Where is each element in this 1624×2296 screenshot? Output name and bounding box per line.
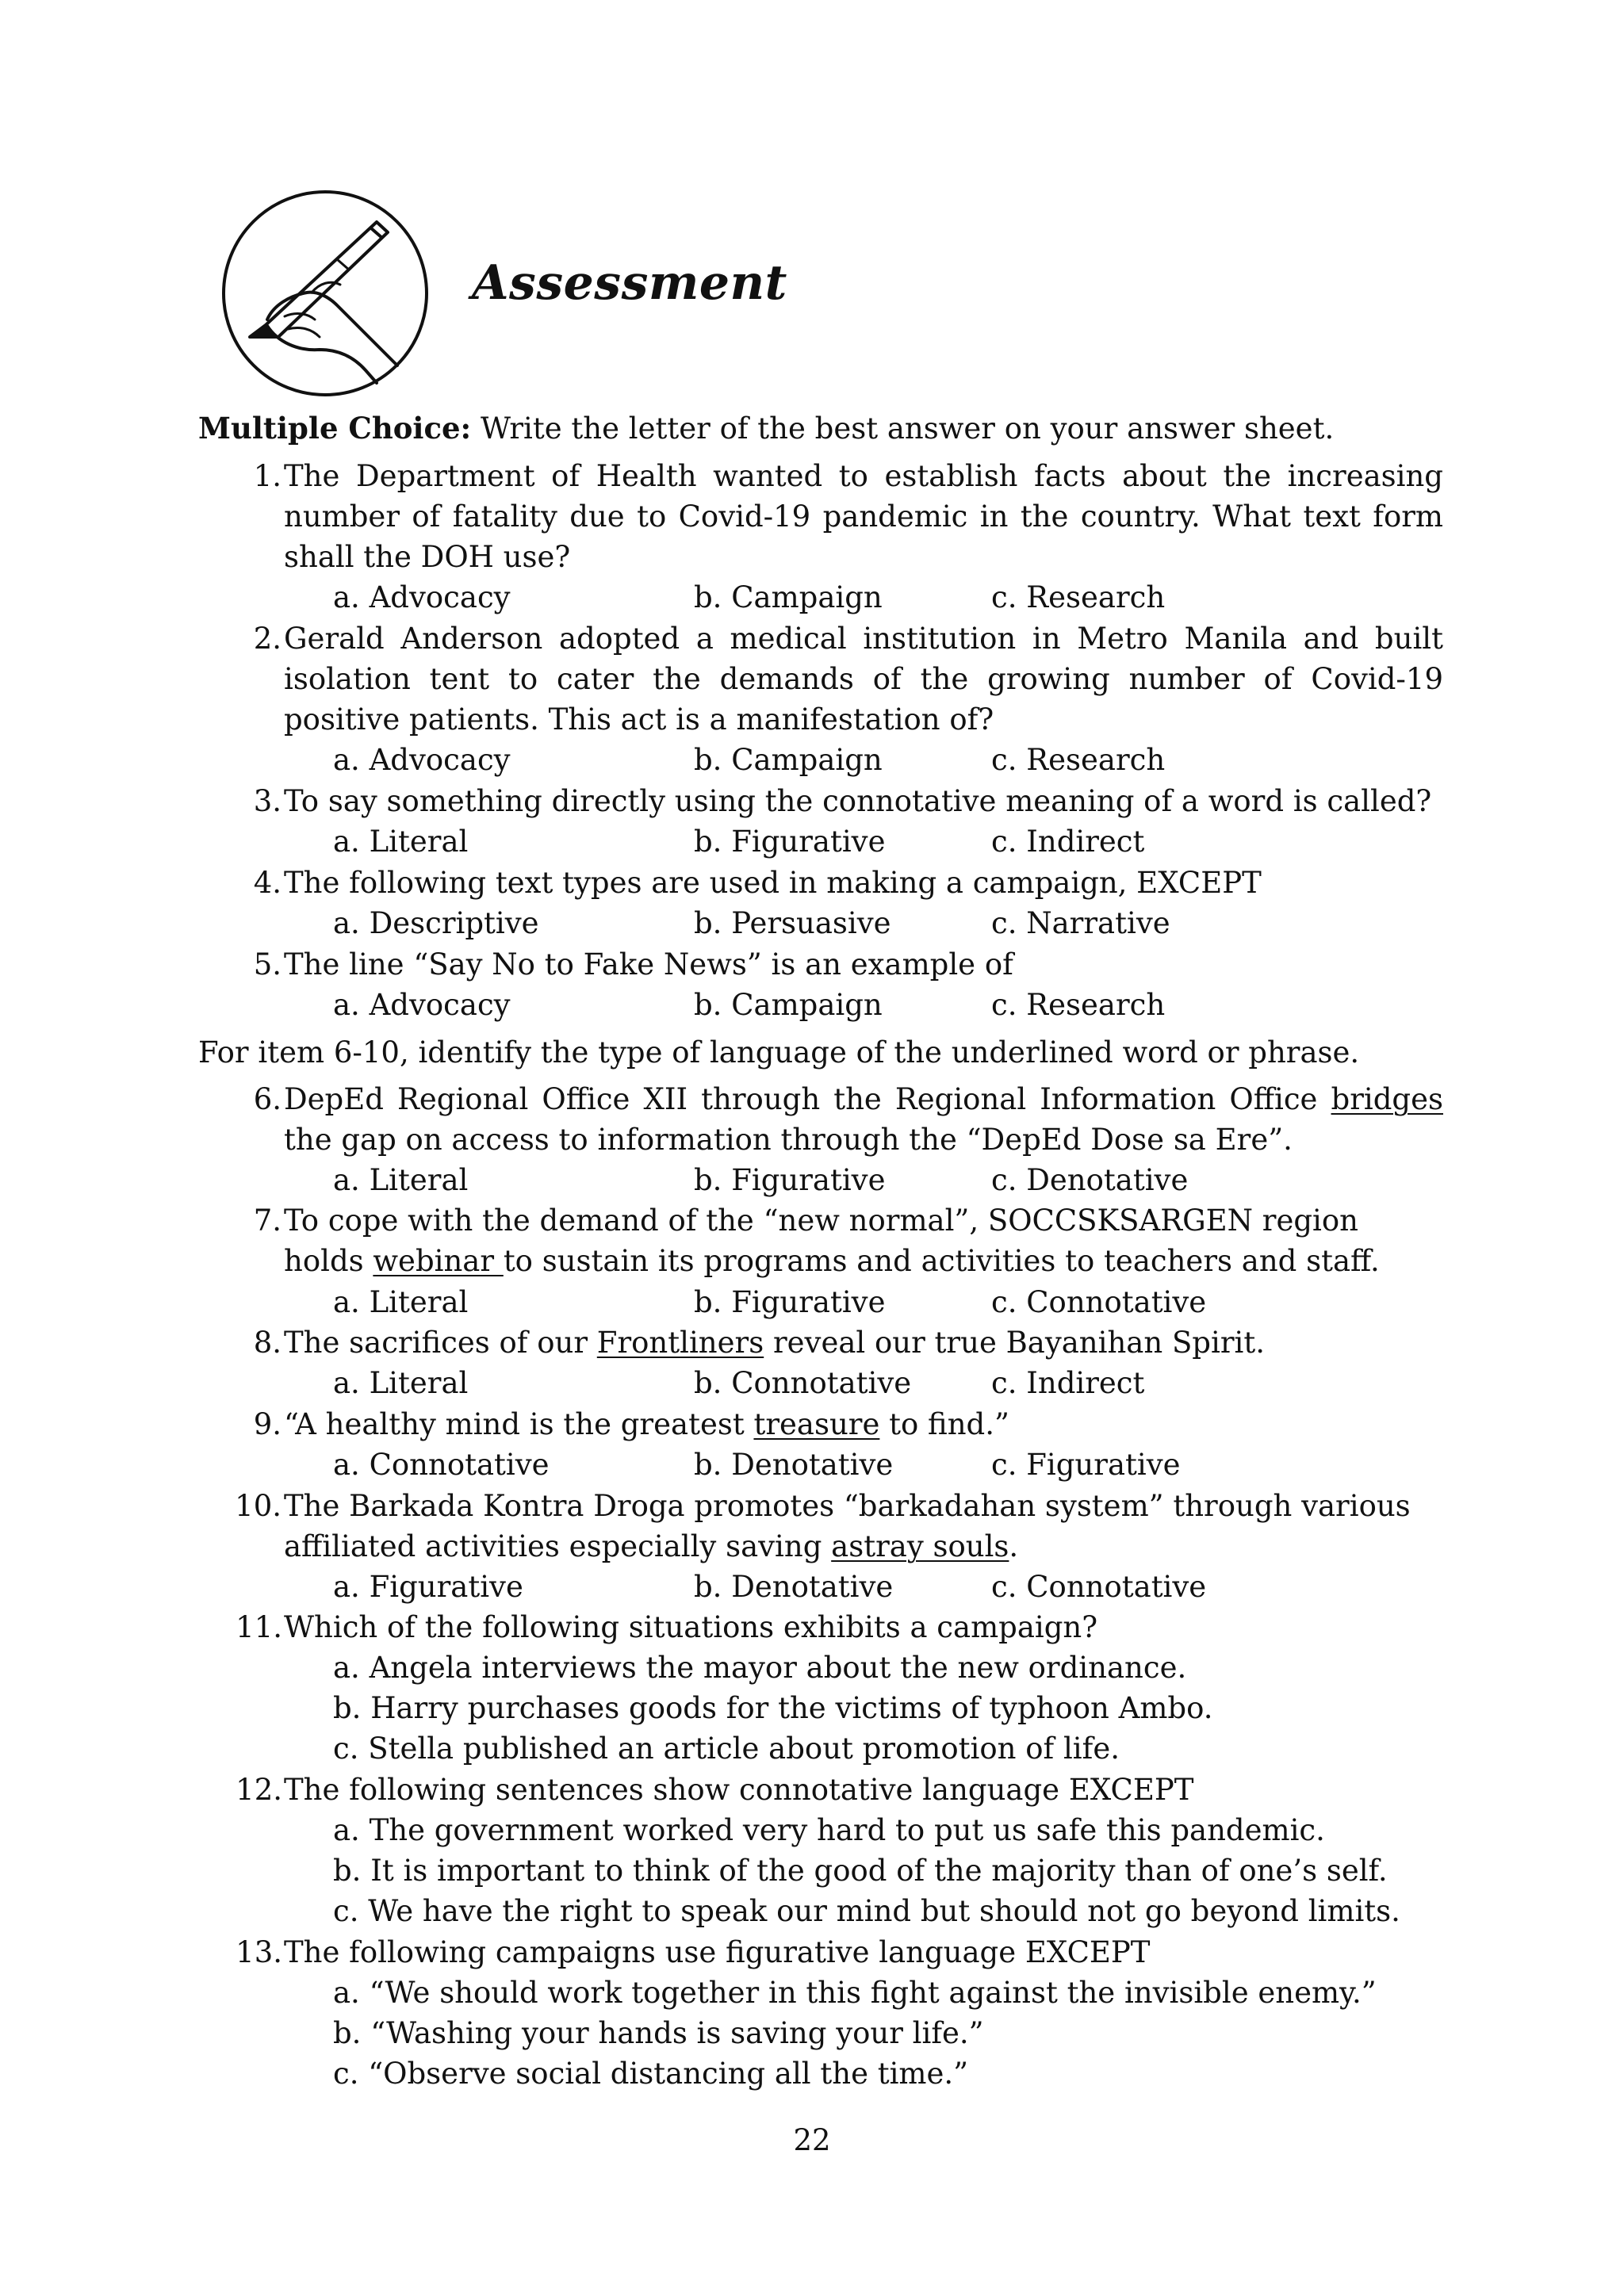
option-c: c. Narrative bbox=[991, 906, 1170, 940]
option-c: c. Research bbox=[991, 988, 1166, 1022]
option-b: b. “Washing your hands is saving your life.” bbox=[333, 2016, 984, 2050]
underlined-phrase: Frontliners bbox=[596, 1326, 764, 1360]
option-b: b. Harry purchases goods for the victims of typhoon Ambo. bbox=[333, 1691, 1213, 1725]
question-number: 11. bbox=[236, 1610, 282, 1644]
question-8 bbox=[198, 1322, 1443, 1363]
stem-text: “A healthy mind is the greatest bbox=[284, 1407, 754, 1441]
option-b: b. Connotative bbox=[694, 1366, 912, 1400]
page-title: Assessment bbox=[472, 255, 787, 311]
question-number: 6. bbox=[253, 1082, 282, 1116]
option-b: b. Campaign bbox=[694, 743, 883, 777]
question-stem: To say something directly using the connotative meaning of a word is called? bbox=[284, 784, 1432, 818]
question-number: 9. bbox=[253, 1407, 282, 1441]
question-number: 5. bbox=[253, 947, 282, 982]
question-10 bbox=[198, 1486, 1443, 1567]
option-b: b. Figurative bbox=[694, 825, 886, 859]
option-b: b. Figurative bbox=[694, 1285, 886, 1319]
question-13 bbox=[198, 1932, 1443, 1973]
stem-text: to find.” bbox=[879, 1407, 1009, 1441]
question-1 bbox=[198, 456, 1443, 577]
underlined-phrase: astray souls bbox=[831, 1529, 1009, 1563]
option-a: a. Literal bbox=[333, 1163, 469, 1197]
question-stem: The following sentences show connotative language EXCEPT bbox=[284, 1773, 1194, 1807]
question-stem: The following campaigns use figurative language EXCEPT bbox=[284, 1935, 1151, 1969]
instructions bbox=[198, 408, 1334, 449]
stem-text: DepEd Regional Office XII through the Regional Information Office bbox=[284, 1082, 1331, 1116]
stem-text: . bbox=[1009, 1529, 1019, 1563]
underlined-phrase: bridges bbox=[1331, 1082, 1443, 1116]
question-11-options bbox=[333, 1647, 1213, 1769]
option-a: a. Literal bbox=[333, 1285, 469, 1319]
question-11 bbox=[198, 1607, 1443, 1647]
option-c: c. “Observe social distancing all the time.” bbox=[333, 2057, 969, 2091]
question-number: 1. bbox=[253, 459, 282, 493]
option-a: a. Figurative bbox=[333, 1570, 523, 1604]
option-b: b. Campaign bbox=[694, 580, 883, 614]
stem-text: to sustain its programs and activities to teachers and staff. bbox=[503, 1244, 1380, 1278]
option-a: a. Advocacy bbox=[333, 743, 511, 777]
option-b: b. Figurative bbox=[694, 1163, 886, 1197]
option-a: a. Angela interviews the mayor about the new ordinance. bbox=[333, 1651, 1187, 1685]
option-c: c. Indirect bbox=[991, 1366, 1145, 1400]
option-a: a. Connotative bbox=[333, 1448, 550, 1482]
question-stem: The Department of Health wanted to establish facts about the increasing number of fatality due to Covid-19 pandemic in the country. What text form shall the DOH use? bbox=[284, 459, 1443, 574]
option-a: a. “We should work together in this fight against the invisible enemy.” bbox=[333, 1976, 1377, 2010]
question-13-options bbox=[333, 1973, 1377, 2094]
question-number: 13. bbox=[236, 1935, 282, 1969]
stem-text: reveal our true Bayanihan Spirit. bbox=[764, 1326, 1265, 1360]
option-c: c. Stella published an article about promotion of life. bbox=[333, 1732, 1120, 1766]
option-a: a. Literal bbox=[333, 1366, 469, 1400]
pencil-hand-icon bbox=[218, 186, 432, 400]
question-12-options bbox=[333, 1810, 1400, 1931]
question-number: 12. bbox=[236, 1773, 282, 1807]
option-b: b. It is important to think of the good of the majority than of one’s self. bbox=[333, 1854, 1388, 1888]
question-stem bbox=[284, 1486, 1443, 1567]
question-4 bbox=[198, 863, 1443, 903]
option-a: a. Advocacy bbox=[333, 580, 511, 614]
question-stem bbox=[284, 1322, 1443, 1363]
stem-text: To cope with the demand of the “new normal”, SOCCSKSARGEN region holds bbox=[284, 1203, 1358, 1278]
option-b: b. Persuasive bbox=[694, 906, 891, 940]
question-7 bbox=[198, 1200, 1443, 1281]
option-b: b. Campaign bbox=[694, 988, 883, 1022]
question-3 bbox=[198, 781, 1443, 821]
stem-text: the gap on access to information through the “DepEd Dose sa Ere”. bbox=[284, 1123, 1293, 1157]
option-c: c. Research bbox=[991, 743, 1166, 777]
option-c: c. Indirect bbox=[991, 825, 1145, 859]
option-c: c. Denotative bbox=[991, 1163, 1189, 1197]
question-2 bbox=[198, 618, 1443, 740]
underlined-phrase: webinar bbox=[373, 1244, 504, 1278]
option-c: c. Research bbox=[991, 580, 1166, 614]
question-9 bbox=[198, 1404, 1443, 1445]
instructions-text: Write the letter of the best answer on your answer sheet. bbox=[471, 411, 1335, 446]
question-number: 7. bbox=[253, 1203, 282, 1238]
option-c: c. We have the right to speak our mind but should not go beyond limits. bbox=[333, 1894, 1400, 1928]
question-number: 2. bbox=[253, 622, 282, 656]
option-a: a. The government worked very hard to put us safe this pandemic. bbox=[333, 1813, 1325, 1847]
stem-text: The Barkada Kontra Droga promotes “barkadahan system” through various affiliated activities especially saving bbox=[284, 1489, 1411, 1563]
option-b: b. Denotative bbox=[694, 1570, 894, 1604]
option-a: a. Advocacy bbox=[333, 988, 511, 1022]
option-a: a. Literal bbox=[333, 825, 469, 859]
question-stem: Gerald Anderson adopted a medical institution in Metro Manila and built isolation tent to cater the demands of the growing number of Covid-19 positive patients. This act is a manifestation of? bbox=[284, 622, 1443, 737]
question-6 bbox=[198, 1079, 1443, 1160]
question-stem bbox=[284, 1404, 1443, 1445]
option-c: c. Figurative bbox=[991, 1448, 1181, 1482]
question-stem bbox=[284, 1200, 1443, 1281]
question-number: 8. bbox=[253, 1326, 282, 1360]
option-b: b. Denotative bbox=[694, 1448, 894, 1482]
question-stem: The line “Say No to Fake News” is an example of bbox=[284, 947, 1013, 982]
question-stem: Which of the following situations exhibits a campaign? bbox=[284, 1610, 1098, 1644]
section-instruction: For item 6-10, identify the type of language of the underlined word or phrase. bbox=[198, 1035, 1360, 1070]
question-number: 4. bbox=[253, 866, 282, 900]
option-c: c. Connotative bbox=[991, 1570, 1207, 1604]
option-a: a. Descriptive bbox=[333, 906, 539, 940]
question-stem bbox=[284, 1079, 1443, 1160]
question-stem: The following text types are used in making a campaign, EXCEPT bbox=[284, 866, 1262, 900]
question-5 bbox=[198, 944, 1443, 985]
question-12 bbox=[198, 1770, 1443, 1810]
stem-text: The sacrifices of our bbox=[284, 1326, 597, 1360]
question-number: 3. bbox=[253, 784, 282, 818]
instructions-label: Multiple Choice: bbox=[198, 411, 472, 446]
question-number: 10. bbox=[235, 1489, 282, 1523]
option-c: c. Connotative bbox=[991, 1285, 1207, 1319]
page-number: 22 bbox=[793, 2123, 831, 2157]
underlined-phrase: treasure bbox=[753, 1407, 880, 1441]
